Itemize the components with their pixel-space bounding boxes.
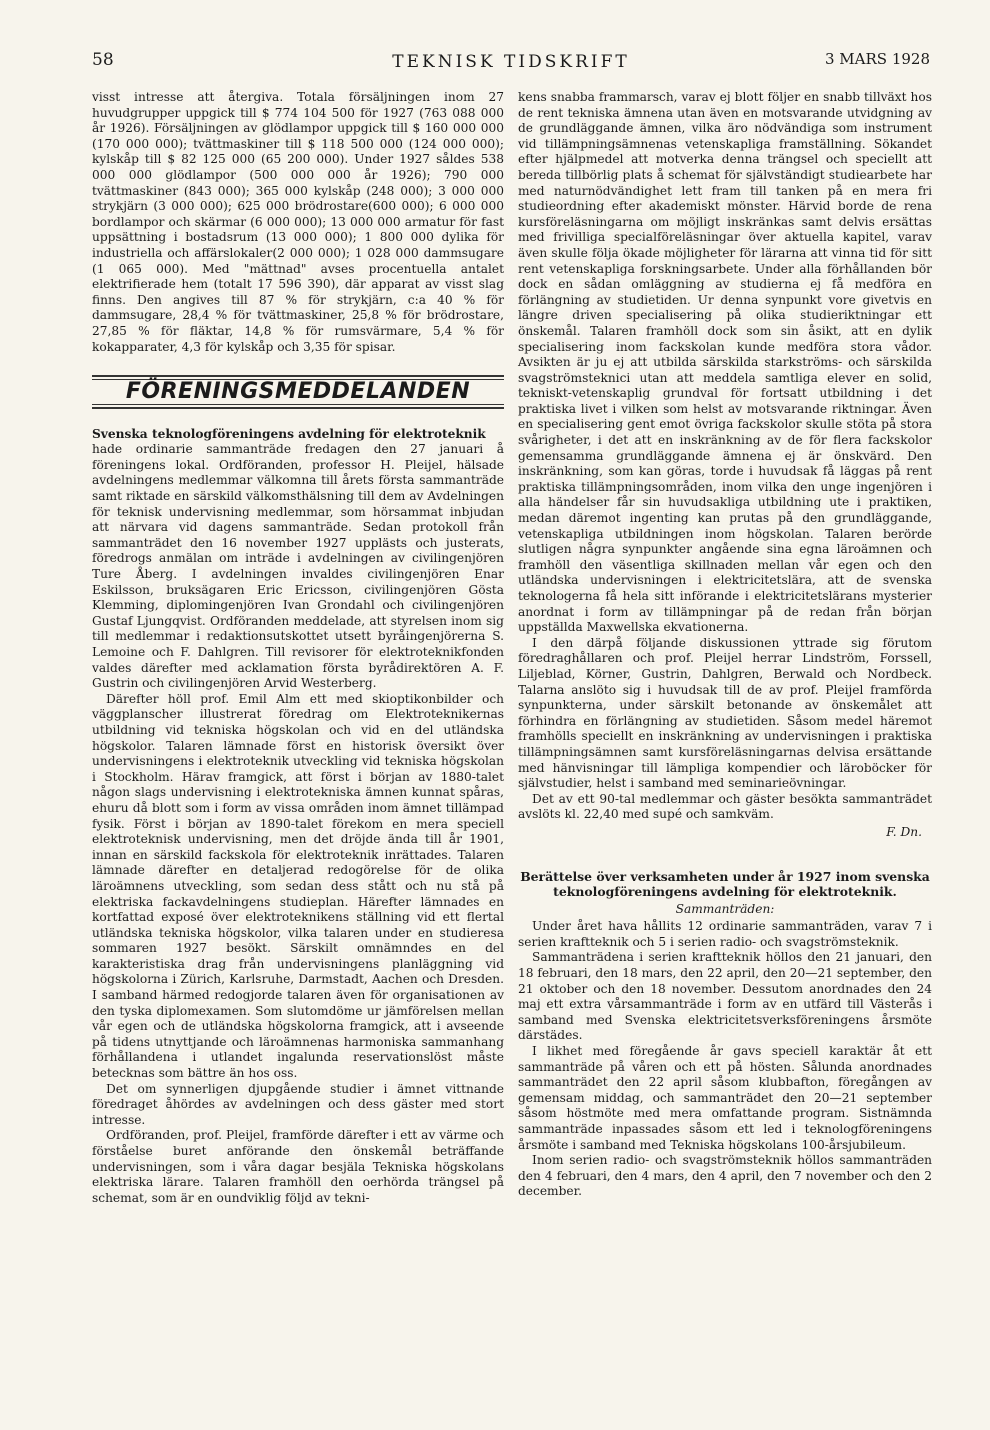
meeting-paragraph: hade ordinarie sammanträde fredagen den 27 januari å föreningens lokal. Ordföranden, professor H. Pleijel, hälsade avdelningens medlemmar välkomna till årets första sammanträde samt riktade en särskild välkomsthälsning till dem av Avdelningen för teknisk undervisning medlemmar, som hörsammat inbjudan att närvara vid dagens sammanträde. Sedan protokoll från sammanträdet den 16 november 1927 upplästs och justerats, föredrogs anmälan om inträde i avdelningen av civilingenjören Ture Åberg. I avdelningen invaldes civilingenjören Enar Eskilsson, bruksägaren Eric Ericsson, civilingenjören Gösta Klemming, diplomingenjören Ivan Grondahl och civilingenjören Gustaf Ljungqvist. Ordföranden meddelade, att styrelsen inom sig till medlemmar i redaktionsutskottet utsett byråingenjörerna S. Lemoine och F. Dahlgren. Till revisorer för elektroteknikfonden valdes därefter med acklamation första byrådirektören A. F. Gustrin och civilingenjören Arvid Westerberg. [92,442,504,691]
issue-date: 3 MARS 1928 [824,50,930,68]
left-column [92,90,504,1206]
intro-paragraph: visst intresse att återgiva. Totala försäljningen inom 27 huvudgrupper uppgick till $ 774 104 500 för 1927 (763 088 000 år 1926). Försäljningen av glödlampor uppgick till $ 160 000 000 (170 000 000); tvättmaskiner till $ 118 500 000 (124 000 000); kylskåp till $ 82 125 000 (65 200 000). Under 1927 såldes 538 000 000 glödlampor (500 000 000 år 1926); 790 000 tvättmaskiner (843 000); 365 000 kylskåp (248 000); 3 000 000 strykjärn (3 000 000); 625 000 brödrostare(600 000); 6 000 000 bordlampor och skärmar (6 000 000); 13 000 000 armatur för fast uppsättning i bostadsrum (13 000 000); 1 800 000 dylika för industriella och affärslokaler(2 000 000); 1 028 000 dammsugare (1 065 000). Med "mättnad" avses procentuella antalet elektrifierade hem (totalt 17 596 390), där apparat av visst slag finns. Den angives till 87 % för strykjärn, c:a 40 % för dammsugare, 28,4 % för tvättmaskiner, 25,8 % för brödrostare, 27,85 % för fläktar, 14,8 % för rumsvärmare, 5,4 % för kokapparater, 4,3 för kylskåp och 3,35 för spisar. [92,90,504,354]
report-paragraph: Sammanträdena i serien kraftteknik höllos den 21 januari, den 18 februari, den 18 mars, den 22 april, den 20—21 september, den 21 oktober och den 18 november. Dessutom anordnades den 24 maj ett extra vårsammanträde i form av en utfärd till Västerås i samband med Svenska elektricitetsverksföreningens årsmöte därstädes. [518,950,932,1043]
section-banner [92,375,504,409]
journal-title: TEKNISK TIDSKRIFT [392,52,630,72]
signature: F. Dn. [886,824,922,839]
meeting-heading: Svenska teknologföreningens avdelning för elektroteknik [92,426,486,441]
section-heading: FÖRENINGSMEDDELANDEN [125,379,471,405]
meeting-paragraph: Ordföranden, prof. Pleijel, framförde därefter i ett av värme och förståelse buret anförande den önskemål beträffande undervisningen, som i våra dagar besjäla Tekniska högskolans elektriska lärare. Talaren framhöll den oerhörda trängsel på schemat, som är en oundviklig följd av tekni- [92,1128,504,1205]
report-title: Berättelse över verksamheten under år 1927 inom svenska teknologföreningens avdelning för elektroteknik. [520,868,930,900]
meeting-paragraph: Därefter höll prof. Emil Alm ett med skioptikonbilder och väggplanscher illustrerat föredrag om Elektroteknikernas utbildning vid tekniska högskolan och vid en del utländska högskolor. Talaren lämnade först en historisk översikt över undervisningens i elektroteknik utveckling vid tekniska högskolan i Stockholm. Härav framgick, att först i början av 1880-talet någon slags undervisning i elektrotekniska ämnen kunnat spåras, ehuru då blott som i form av vissa områden inom ämnet tillämpad fysik. Först i början av 1890-talet förekom en mera speciell elektroteknisk undervisning, men det dröjde ända till år 1901, innan en särskild fackskola för elektroteknik inrättades. Talaren lämnade därefter en detaljerad redogörelse för de olika läroämnens utveckling, som sedan dess stått och nu stå på elektriska fackavdelningens studieplan. Härefter lämnades en kortfattad exposé över elektroteknikens ställning vid ett flertal utländska tekniska högskolor, vilka talaren under en studieresa sommaren 1927 besökt. Särskilt omnämndes en del karakteristiska drag från undervisningens planläggning vid högskolorna i Zürich, Karlsruhe, Darmstadt, Aachen och Dresden. I samband härmed redogjorde talaren även för organisationen av den tyska diplomexamen. Som slutomdöme ur jämförelsen mellan vår egen och de utländska högskolorna framgick, att i avseende på tidens utnyttjande och läroämnenas harmoniska sammanhang förhållandena i utlandet ingalunda reservationslöst måste betecknas som bättre än hos oss. [92,691,504,1081]
divider [92,375,504,377]
report-paragraph: Under året hava hållits 12 ordinarie sammanträden, varav 7 i serien kraftteknik och 5 i serien radio- och svagströmsteknik. [518,919,932,949]
page-header [92,50,930,80]
report-paragraph: I likhet med föregående år gavs speciell karaktär åt ett sammanträde på våren och ett på hösten. Sålunda anordnades sammanträdet den 22 april såsom klubbafton, föregången av gemensam middag, och sammanträdet den 20—21 september såsom höstmöte med mera omfattande program. Sistnämnda sammanträde inpassades såsom ett led i teknologföreningens årsmöte i samband med Tekniska högskolans 100-årsjubileum. [518,1044,932,1152]
body-paragraph: I den därpå följande diskussionen yttrade sig förutom föredraghållaren och prof. Pleijel herrar Lindström, Forssell, Liljeblad, Körner, Gustrin, Dahlgren, Berwald och Nordbeck. Talarna anslöto sig i huvudsak till de av prof. Pleijel framförda synpunkterna, under särskilt betonande av önskemålet att förhindra en förlängning av studietiden. Såsom medel häremot framhölls speciellt en inskränkning av undervisningen i praktiska tillämpningsämnen samt kursföreläsningarnas delvisa ersättande med hänvisningar till lämpliga kompendier och läroböcker för självstudier, helst i samband med seminarieövningar. [518,635,932,791]
right-column [518,90,932,1200]
page-number: 58 [92,50,114,70]
report-subtitle: Sammanträden: [675,901,775,916]
body-paragraph: Det av ett 90-tal medlemmar och gäster besökta sammanträdet avslöts kl. 22,40 med supé och samkväm. [518,791,932,822]
body-paragraph: kens snabba frammarsch, varav ej blott följer en snabb tillväxt hos de rent tekniska ämnena utan även en motsvarande utvidgning av de grundläggande ämnen, vilka äro nödvändiga som instrument vid tillämpningsämnenas vetenskapliga framställning. Sökandet efter hjälpmedel att motverka denna trängsel och speciellt att bereda tillbörlig plats å schemat för självständigt studiearbete har med naturnödvändighet lett fram till tanken på en mera fri studieordning efter akademiskt mönster. Härvid borde de rena kursföreläsningarna om möjligt inskränkas samt delvis ersättas med frivilliga specialföreläsningar över aktuella kapitel, varav även skulle följa ökade möjligheter för lärarna att vinna tid för sitt rent vetenskapliga forskningsarbete. Under alla förhållanden bör dock en sådan omläggning av studierna ej få medföra en förlängning av studietiden. Ur denna synpunkt vore givetvis en längre driven specialisering på olika studieriktningar ett önskemål. Talaren framhöll dock som sin åsikt, att en dylik specialisering inom fackskolan kunde medföra stora vådor. Avsikten är ju ej att utbilda särskilda starkströms- och särskilda svagströmsteknici utan att meddela samtliga elever en solid, tekniskt-vetenskaplig grundval för fortsatt utbildning i det praktiska livet i vilken som helst av motsvarande riktningar. Även en specialisering gent emot övriga fackskolor skulle stöta på stora svårigheter, i det att en inskränkning av de för flera fackskolor gemensamma grundläggande ämnena ej är önskvärd. Den inskränkning, som kan göras, torde i huvudsak få läggas på rent praktiska tillämpningsområden, inom vilka den unge ingenjören i alla händelser får sin huvudsakliga utbildning ute i praktiken, medan däremot ingenting kan prutas på den grundläggande, vetenskapliga utbildningen inom högskolan. Talaren berörde slutligen några synpunkter angående sina egna läroämnen och framhöll den väsentliga skillnaden mellan vår egen och den utländska undervisningen i elektricitetslära, att de svenska teknologerna få hela sitt införande i elektricitetslärans mysterier anordnat i form av tillämpningar på de redan från början uppställda Maxwellska ekvationerna. [518,90,932,635]
meeting-paragraph: Det om synnerligen djupgående studier i ämnet vittnande föredraget åhördes av avdelningen och dess gäster med stort intresse. [92,1081,504,1127]
report-paragraph: Inom serien radio- och svagströmsteknik höllos sammanträden den 4 februari, den 4 mars, den 4 april, den 7 november och den 2 december. [518,1153,932,1199]
divider [92,407,504,409]
